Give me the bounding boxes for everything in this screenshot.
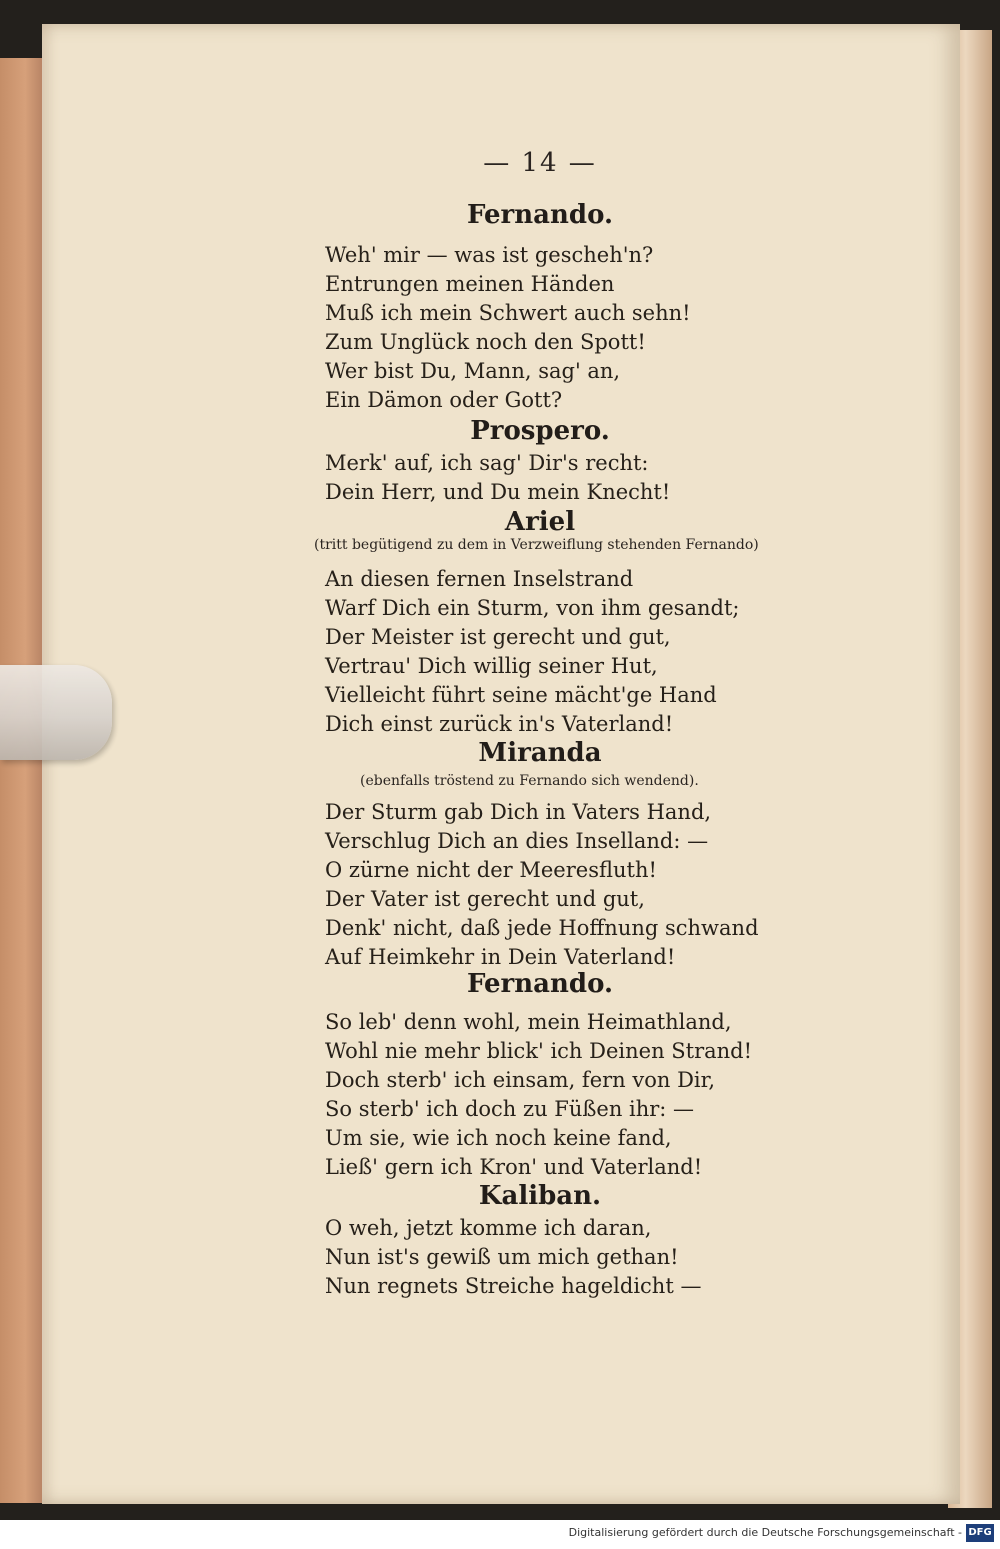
- verse-line: Weh' mir — was ist gescheh'n?: [325, 243, 654, 267]
- page-number: — 14 —: [483, 148, 597, 178]
- speaker-fernando: Fernando.: [466, 969, 614, 999]
- verse-line: O zürne nicht der Meeresfluth!: [325, 858, 657, 882]
- verse-line: Wer bist Du, Mann, sag' an,: [325, 359, 621, 383]
- verse-line: O weh, jetzt komme ich daran,: [325, 1216, 652, 1240]
- digitization-footer: [0, 1520, 1000, 1549]
- speaker-prospero: Prospero.: [470, 416, 610, 446]
- verse-line: Um sie, wie ich noch keine fand,: [325, 1126, 672, 1150]
- verse-line: Ein Dämon oder Gott?: [325, 388, 563, 412]
- verse-line: Der Sturm gab Dich in Vaters Hand,: [325, 800, 712, 824]
- verse-line: Ließ' gern ich Kron' und Vaterland!: [325, 1155, 703, 1179]
- verse-line: Warf Dich ein Sturm, von ihm gesandt;: [325, 596, 740, 620]
- verse-line: So sterb' ich doch zu Füßen ihr: —: [325, 1097, 695, 1121]
- verse-line: Merk' auf, ich sag' Dir's recht:: [325, 451, 649, 475]
- verse-line: Doch sterb' ich einsam, fern von Dir,: [325, 1068, 716, 1092]
- verse-line: Nun regnets Streiche hageldicht —: [325, 1274, 702, 1298]
- verse-line: Nun ist's gewiß um mich gethan!: [325, 1245, 679, 1269]
- verse-line: Wohl nie mehr blick' ich Deinen Strand!: [325, 1039, 753, 1063]
- verse-line: Auf Heimkehr in Dein Vaterland!: [325, 945, 676, 969]
- stage-direction: (ebenfalls tröstend zu Fernando sich wendend).: [360, 773, 699, 789]
- speaker-ariel: Ariel: [504, 507, 576, 537]
- verse-line: So leb' denn wohl, mein Heimathland,: [325, 1010, 732, 1034]
- verse-line: Denk' nicht, daß jede Hoffnung schwand: [325, 916, 759, 940]
- speaker-miranda: Miranda: [478, 738, 602, 768]
- verse-line: Der Meister ist gerecht und gut,: [325, 625, 671, 649]
- verse-line: An diesen fernen Inselstrand: [325, 567, 634, 591]
- speaker-fernando: Fernando.: [466, 200, 614, 230]
- speaker-kaliban: Kaliban.: [478, 1181, 602, 1211]
- verse-line: Muß ich mein Schwert auch sehn!: [325, 301, 691, 325]
- funding-note: Digitalisierung gefördert durch die Deutsche Forschungsgemeinschaft -: [568, 1526, 962, 1539]
- book-cover-edge: [0, 58, 42, 1503]
- verse-line: Dein Herr, und Du mein Knecht!: [325, 480, 671, 504]
- page-clip: [0, 665, 112, 760]
- verse-line: Zum Unglück noch den Spott!: [325, 330, 646, 354]
- verse-line: Dich einst zurück in's Vaterland!: [325, 712, 674, 736]
- verse-line: Entrungen meinen Händen: [325, 272, 615, 296]
- verse-line: Der Vater ist gerecht und gut,: [325, 887, 645, 911]
- verse-line: Vielleicht führt seine mächt'ge Hand: [325, 683, 717, 707]
- verse-line: Vertrau' Dich willig seiner Hut,: [325, 654, 658, 678]
- verse-line: Verschlug Dich an dies Inselland: —: [325, 829, 709, 853]
- stage-direction: (tritt begütigend zu dem in Verzweiflung stehenden Fernando): [314, 537, 759, 553]
- dfg-logo: DFG: [966, 1524, 994, 1542]
